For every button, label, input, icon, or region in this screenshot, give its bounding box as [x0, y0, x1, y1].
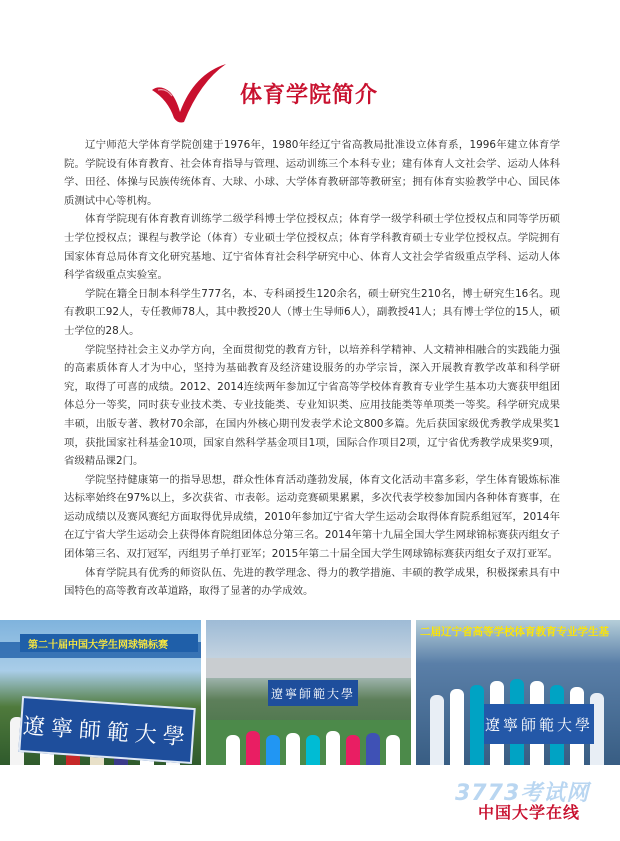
checkmark-logo-icon [150, 60, 228, 124]
athletes-group [206, 715, 411, 765]
paragraph: 学院在籍全日制本科学生777名，本、专科函授生120余名，硕士研究生210名，博士研究生16名。现有教职工92人，专任教师78人，其中教授20人（博士生导师6人），副教授41人；具有博士学位的15人，硕士学位的28人。 [64, 287, 560, 337]
stadium-stand [206, 658, 411, 678]
paragraph: 体育学院具有优秀的师资队伍、先进的教学理念、得力的教学措施、丰硕的教学成果，积极探索具有中国特色的高等教育改革道路，取得了显著的办学成效。 [64, 566, 560, 598]
article-body [64, 136, 560, 601]
photo-strip [0, 620, 620, 765]
watermark-logo: 3773考试网 [455, 781, 590, 806]
university-banner: 遼寧師範大學 [18, 696, 195, 764]
sports-meet-photo [206, 620, 411, 765]
tennis-team-photo [0, 620, 201, 765]
university-banner: 遼寧師範大學 [268, 680, 358, 706]
event-board-text: 第二十届中国大学生网球锦标赛 [20, 634, 198, 652]
paragraph: 体育学院现有体育教育训练学二级学科博士学位授权点；体育学一级学科硕士学位授权点和同等学历硕士学位授权点；课程与教学论（体育）专业硕士学位授权点；体育学科教育硕士专业学位授权点。学院拥有国家体育总局体育文化研究基地、辽宁省体育社会科学研究中心、体育人文社会学省级重点学科、运动人体科学省级重点实验室。 [64, 213, 560, 282]
university-banner: 遼寧師範大學 [484, 704, 594, 744]
watermark-text: 中国大学在线 [478, 803, 581, 822]
paragraph: 学院坚持健康第一的指导思想，群众性体育活动蓬勃发展，体育文化活动丰富多彩，学生体育锻炼标准达标率始终在97%以上，多次获省、市表彰。运动竞赛硕果累累，多次代表学校参加国内各种体育赛事，在运动成绩以及赛风赛纪方面取得优异成绩，2010年参加辽宁省大学生运动会取得体育院系组冠军，2014年在辽宁省大学生运动会上获得体育院组团体总分第三名。2014年第十九届全国大学生网球锦标赛获丙组女子团体第三名、双打冠军，丙组男子单打亚军；2015年第二十届全国大学生网球锦标赛获丙组女子双打亚军。 [64, 473, 560, 561]
event-board-text: 二届辽宁省高等学校体育教育专业学生基 [420, 626, 609, 638]
page-title: 体育学院简介 [240, 83, 379, 108]
paragraph: 辽宁师范大学体育学院创建于1976年，1980年经辽宁省高教局批准设立体育系，1996年建立体育学院。学院设有体育教育、社会体育指导与管理、运动训练三个本科专业；建有体育人文社会学、运动人体科学、田径、体操与民族传统体育、大球、小球、大学体育教研部等教研室；拥有体育实验教学中心、国民体质测试中心等机构。 [64, 139, 560, 207]
paragraph: 学院坚持社会主义办学方向，全面贯彻党的教育方针，以培养科学精神、人文精神相融合的实践能力强的高素质体育人才为中心，坚持为基础教育及经济建设服务的办学宗旨，深入开展教育教学改革和科学研究，取得了可喜的成绩。2012、2014连续两年参加辽宁省高等学校体育教育专业学生基本功大赛获甲组团体总分一等奖，同时获专业技术类、专业技能类、专业知识类、应用技能类等单项类一等奖。科学研究成果丰硕，出版专著、教材70余部，在国内外核心期刊发表学术论文800多篇。先后获国家级优秀教学成果奖1项，获批国家社科基金10项，国家自然科学基金项目1项，国际合作项目2项，辽宁省优秀教学成果奖9项，省级精品课2门。 [64, 343, 560, 468]
competition-team-photo [416, 620, 620, 765]
